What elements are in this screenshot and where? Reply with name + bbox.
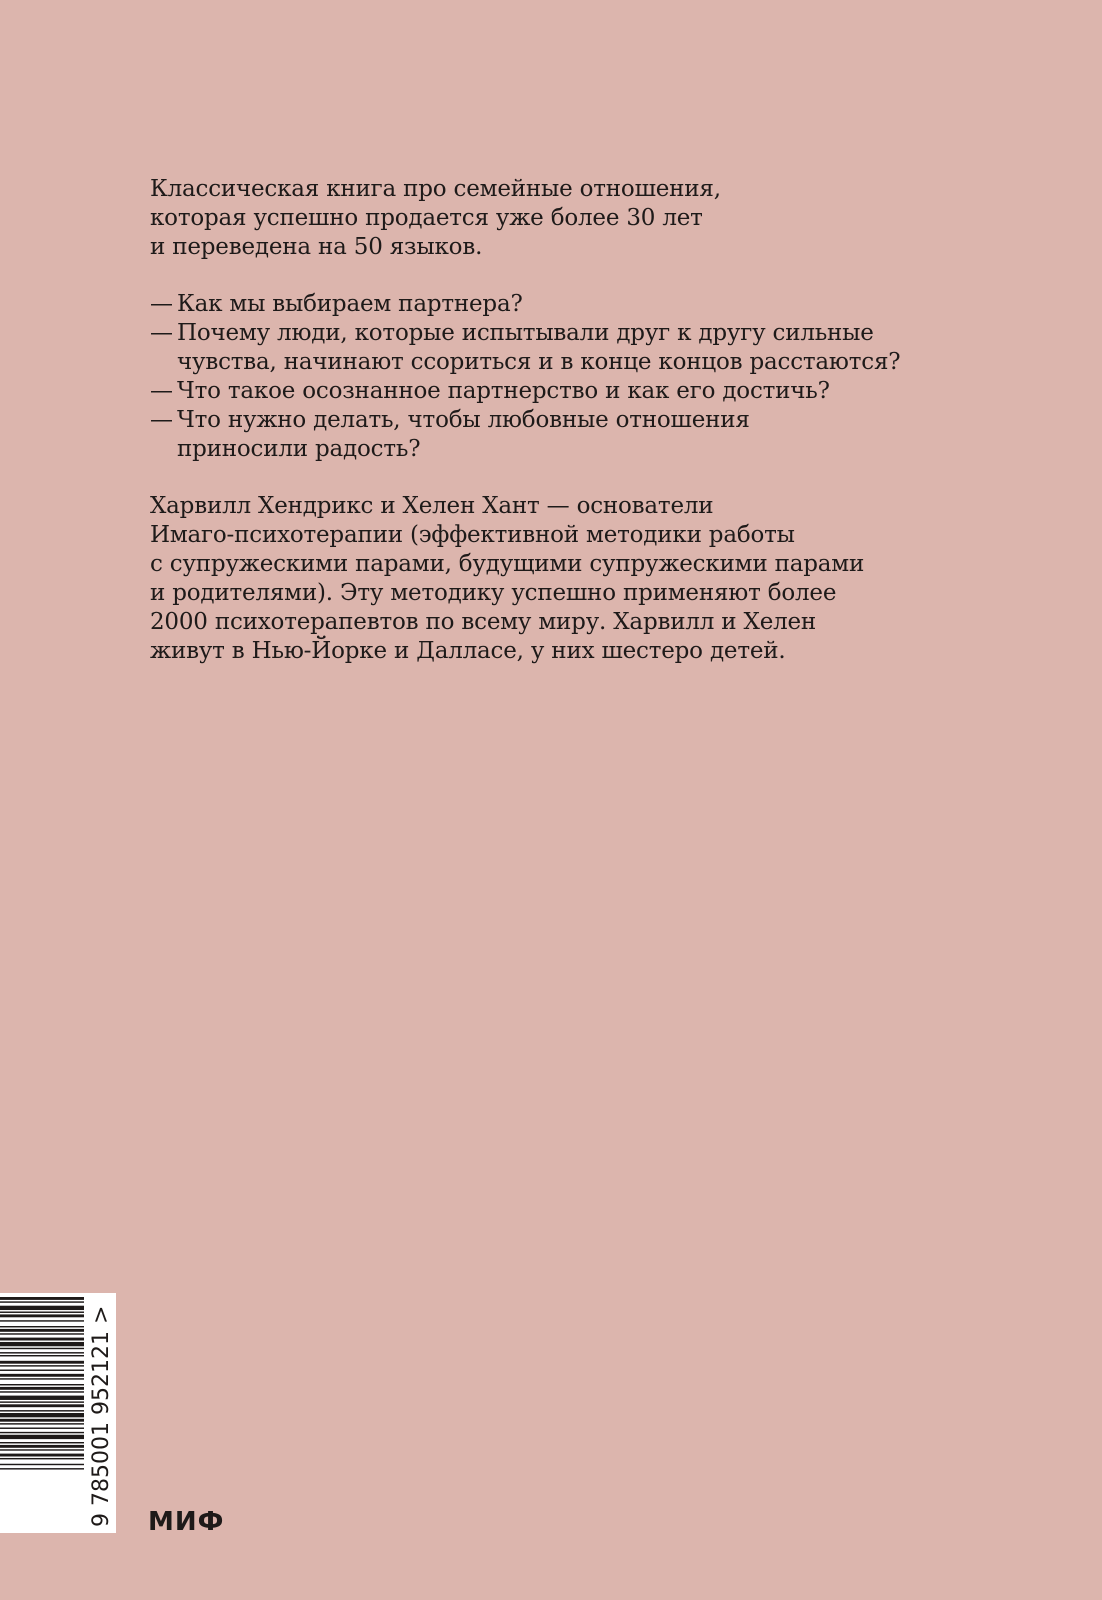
question-item <box>150 290 1050 319</box>
question-dash: — <box>150 378 173 404</box>
barcode-bar <box>0 1387 84 1390</box>
question-item <box>150 319 1050 377</box>
barcode-bar <box>0 1468 84 1469</box>
back-cover-text <box>150 175 1050 666</box>
barcode-bar <box>0 1365 84 1366</box>
question-line: Что нужно делать, чтобы любовные отношения <box>177 407 750 433</box>
barcode-bar <box>0 1445 84 1448</box>
questions-list <box>150 290 1050 464</box>
intro-line: Классическая книга про семейные отношения, <box>150 176 721 202</box>
barcode-bar <box>0 1338 84 1341</box>
barcode-bar <box>0 1454 84 1457</box>
barcode-bar <box>0 1423 84 1424</box>
question-item <box>150 377 1050 406</box>
barcode-bar <box>0 1428 84 1429</box>
barcode-bar <box>0 1326 84 1327</box>
barcode-bar <box>0 1306 84 1310</box>
barcode-bar <box>0 1391 84 1392</box>
barcode-bar <box>0 1312 84 1313</box>
question-dash: — <box>150 407 173 433</box>
authors-line: с супружескими парами, будущими супружескими парами <box>150 551 865 577</box>
question-line: Как мы выбираем партнера? <box>177 291 523 317</box>
barcode-bar <box>0 1449 84 1450</box>
barcode-bar <box>0 1464 84 1465</box>
intro-line: которая успешно продается уже более 30 лет <box>150 205 703 231</box>
barcode-icon <box>0 1293 116 1533</box>
authors-line: Имаго-психотерапии (эффективной методики работы <box>150 522 795 548</box>
barcode-bar <box>0 1301 84 1302</box>
authors-line: 2000 психотерапевтов по всему миру. Харвилл и Хелен <box>150 609 817 635</box>
question-dash: — <box>150 320 173 346</box>
barcode-bar <box>0 1413 84 1417</box>
barcode-bar <box>0 1333 84 1334</box>
barcode-bar <box>0 1410 84 1411</box>
barcode-bar <box>0 1435 84 1439</box>
barcode-bar <box>0 1401 84 1402</box>
barcode-bar <box>0 1374 84 1377</box>
barcode-bar <box>0 1370 84 1371</box>
barcode-bar <box>0 1352 84 1353</box>
authors-paragraph <box>150 492 1050 666</box>
question-line: чувства, начинают ссориться и в конце концов расстаются? <box>177 349 901 375</box>
barcode-bar <box>0 1396 84 1400</box>
publisher-logo: МИФ <box>148 1507 225 1537</box>
barcode-bar <box>0 1297 84 1300</box>
question-dash: — <box>150 291 173 317</box>
barcode-bar <box>0 1329 84 1332</box>
barcode-bar <box>0 1314 84 1317</box>
authors-line: Харвилл Хендрикс и Хелен Хант — основатели <box>150 493 714 519</box>
question-line: Почему люди, которые испытывали друг к другу сильные <box>177 320 874 346</box>
barcode-bar <box>0 1404 84 1407</box>
barcode-bar <box>0 1442 84 1443</box>
barcode-bar <box>0 1419 84 1422</box>
barcode-bar <box>0 1348 84 1349</box>
authors-line: живут в Нью-Йорке и Далласе, у них шестеро детей. <box>150 638 786 664</box>
barcode-digits: 9 785001 952121 > <box>89 1305 114 1527</box>
question-item <box>150 406 1050 464</box>
barcode-bar <box>0 1432 84 1433</box>
barcode-bar <box>0 1320 84 1321</box>
barcode-bar <box>0 1355 84 1356</box>
intro-paragraph <box>150 175 1050 262</box>
authors-line: и родителями). Эту методику успешно применяют более <box>150 580 837 606</box>
intro-line: и переведена на 50 языков. <box>150 234 483 260</box>
barcode-bar <box>0 1361 84 1364</box>
question-line: приносили радость? <box>177 436 421 462</box>
barcode-bar <box>0 1458 84 1459</box>
barcode-bar <box>0 1342 84 1346</box>
question-line: Что такое осознанное партнерство и как его достичь? <box>177 378 830 404</box>
barcode-bar <box>0 1384 84 1385</box>
barcode-bar <box>0 1378 84 1379</box>
